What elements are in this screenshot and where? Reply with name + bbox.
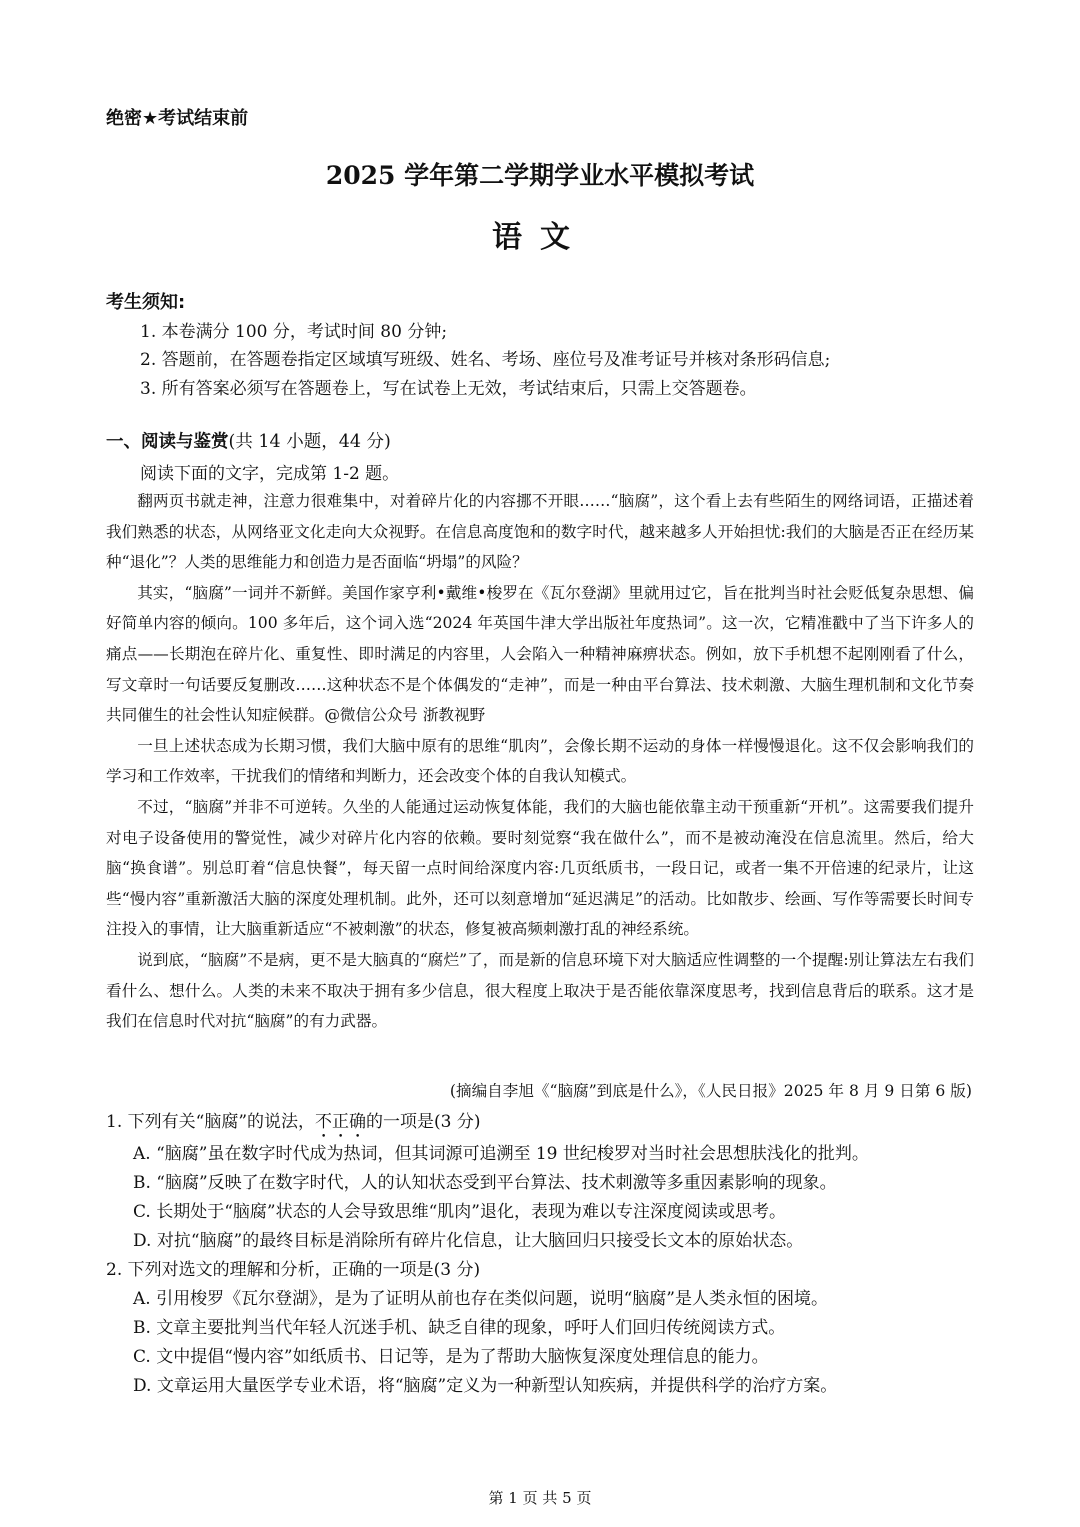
confidential-label: 绝密★考试结束前 <box>106 108 249 129</box>
question-1-option-a: A. “脑腐”虽在数字时代成为热词，但其词源可追溯至 19 世纪梭罗对当时社会思想肤浅化的批判。 <box>133 1144 869 1164</box>
section-heading <box>106 428 391 453</box>
notice-item: 1. 本卷满分 100 分，考试时间 80 分钟; <box>140 322 448 342</box>
passage-paragraph: 翻两页书就走神，注意力很难集中，对着碎片化的内容挪不开眼……“脑腐”，这个看上去有些陌生的网络词语，正描述着我们熟悉的状态，从网络亚文化走向大众视野。在信息高度饱和的数字时代，越来越多人开始担忧:我们的大脑是否正在经历某种“退化”？人类的思维能力和创造力是否面临“坍塌”的风险？ <box>106 492 974 572</box>
notice-item: 2. 答题前，在答题卷指定区域填写班级、姓名、考场、座位号及准考证号并核对条形码信息; <box>140 350 831 370</box>
emphasis-text: 不正确 <box>315 1112 367 1132</box>
subject-title: 语文 <box>492 220 588 255</box>
question-2-option-a: A. 引用梭罗《瓦尔登湖》，是为了证明从前也存在类似问题，说明“脑腐”是人类永恒的困境。 <box>133 1289 828 1309</box>
question-1-option-d: D. 对抗“脑腐”的最终目标是消除所有碎片化信息，让大脑回归只接受长文本的原始状态。 <box>133 1231 804 1251</box>
question-2-option-d: D. 文章运用大量医学专业术语，将“脑腐”定义为一种新型认知疾病，并提供科学的治疗方案。 <box>133 1376 838 1396</box>
notice-item: 3. 所有答案必须写在答题卷上，写在试卷上无效，考试结束后，只需上交答题卷。 <box>140 379 757 399</box>
question-1-option-b: B. “脑腐”反映了在数字时代，人的认知状态受到平台算法、技术刺激等多重因素影响的现象。 <box>133 1173 837 1193</box>
reading-passage <box>106 486 974 1037</box>
passage-paragraph: 一旦上述状态成为长期习惯，我们大脑中原有的思维“肌肉”，会像长期不运动的身体一样慢慢退化。这不仅会影响我们的学习和工作效率，干扰我们的情绪和判断力，还会改变个体的自我认知模式。 <box>106 736 974 786</box>
question-stem-text: 1. 下列有关“脑腐”的说法， <box>106 1112 316 1132</box>
question-2-option-b: B. 文章主要批判当代年轻人沉迷手机、缺乏自律的现象，呼吁人们回归传统阅读方式。 <box>133 1318 786 1338</box>
question-1-option-c: C. 长期处于“脑腐”状态的人会导致思维“肌肉”退化，表现为难以专注深度阅读或思考。 <box>133 1202 786 1222</box>
reading-instruction: 阅读下面的文字，完成第 1-2 题。 <box>140 464 400 484</box>
notice-heading: 考生须知: <box>106 292 186 313</box>
question-2-stem: 2. 下列对选文的理解和分析，正确的一项是(3 分) <box>106 1260 481 1280</box>
passage-paragraph: 其实，“脑腐”一词并不新鲜。美国作家亨利•戴维•梭罗在《瓦尔登湖》里就用过它，旨在批判当时社会贬低复杂思想、偏好简单内容的倾向。100 多年后，这个词入选“2024 年英国牛津大学出版社年度热词”。这一次，它精准戳中了当下许多人的痛点——长期泡在碎片化、重复性、即时满足的内容里，人会陷入一种精神麻痹状态。例如，放下手机想不起刚刚看了什么，写文章时一句话要反复删改……这种状态不是个体偶发的“走神”，而是一种由平台算法、技术刺激、大脑生理机制和文化节奏共同催生的社会性认知症候群。@微信公众号 浙教视野 <box>106 583 974 725</box>
question-1-stem <box>106 1107 481 1142</box>
exam-title: 2025 学年第二学期学业水平模拟考试 <box>325 161 755 190</box>
passage-paragraph: 说到底，“脑腐”不是病，更不是大脑真的“腐烂”了，而是新的信息环境下对大脑适应性调整的一个提醒:别让算法左右我们看什么、想什么。人类的未来不取决于拥有多少信息，很大程度上取决于是否能依靠深度思考，找到信息背后的联系。这才是我们在信息时代对抗“脑腐”的有力武器。 <box>106 950 974 1031</box>
page-number: 第 1 页 共 5 页 <box>488 1489 592 1507</box>
question-stem-text: 的一项是(3 分) <box>366 1112 481 1132</box>
section-meta: (共 14 小题，44 分) <box>228 432 391 452</box>
passage-paragraph: 不过，“脑腐”并非不可逆转。久坐的人能通过运动恢复体能，我们的大脑也能依靠主动干预重新“开机”。这需要我们提升对电子设备使用的警觉性，减少对碎片化内容的依赖。要时刻觉察“我在做什么”，而不是被动淹没在信息流里。然后，给大脑“换食谱”。别总盯着“信息快餐”，每天留一点时间给深度内容:几页纸质书，一段日记，或者一集不开倍速的纪录片，让这些“慢内容”重新激活大脑的深度处理机制。此外，还可以刻意增加“延迟满足”的活动。比如散步、绘画、写作等需要长时间专注投入的事情，让大脑重新适应“不被刺激”的状态，修复被高频刺激打乱的神经系统。 <box>106 797 974 939</box>
question-2-option-c: C. 文中提倡“慢内容”如纸质书、日记等，是为了帮助大脑恢复深度处理信息的能力。 <box>133 1347 769 1367</box>
section-title: 一、阅读与鉴赏 <box>106 432 229 452</box>
passage-source: (摘编自李旭《“脑腐”到底是什么》，《人民日报》2025 年 8 月 9 日第 6 版) <box>449 1082 972 1100</box>
